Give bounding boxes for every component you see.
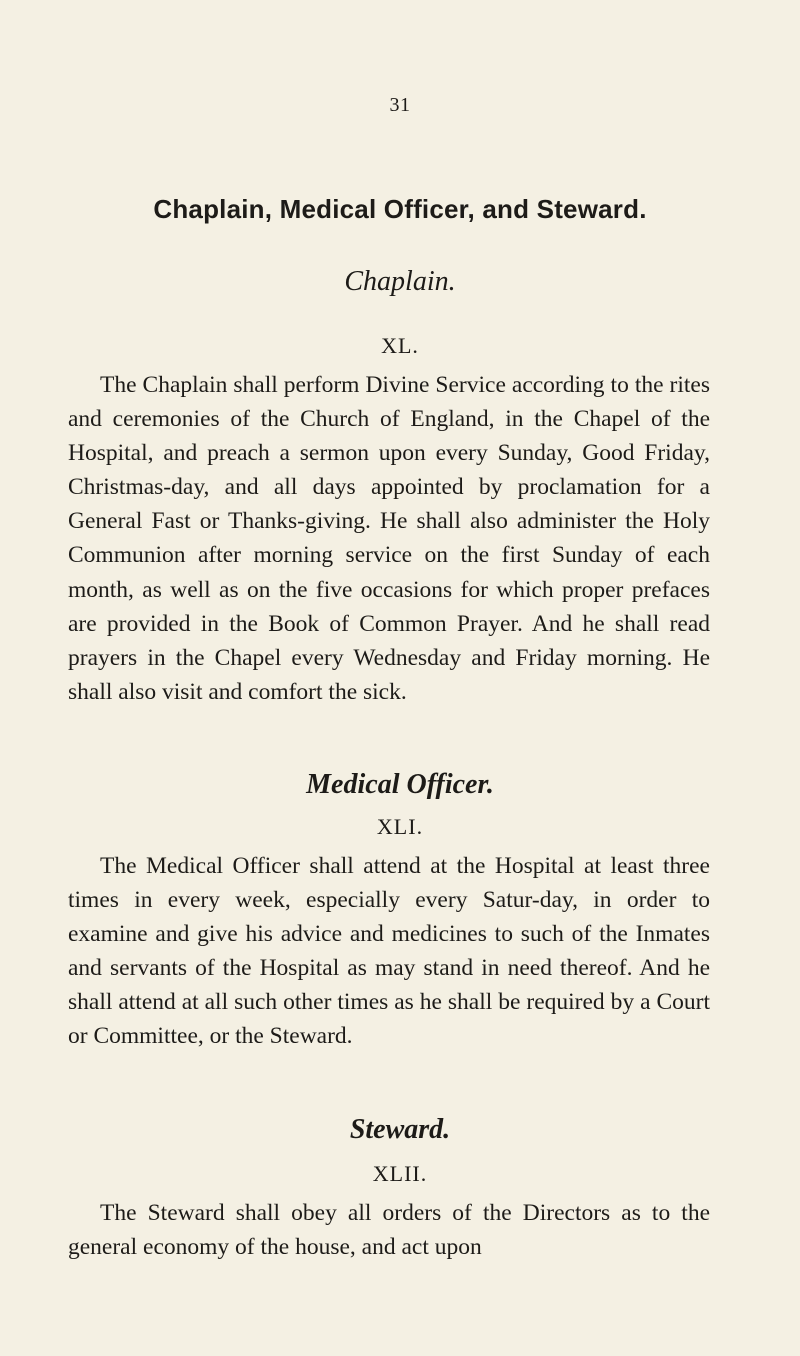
article-text-chaplain: The Chaplain shall perform Divine Service according to the rites and ceremonies of the Church of England, in the Chapel of the Hospital, and preach a sermon upon every Sunday, Good Friday, Christmas-day, and all days appointed by proclamation for a General Fast or Thanks-giving. He shall also administer the Holy Communion after morning service on the first Sunday of each month, as well as on the five occasions for which proper prefaces are provided in the Book of Common Prayer. And he shall read prayers in the Chapel every Wednesday and Friday morning. He shall also visit and comfort the sick. [68,372,710,705]
section-heading-medical-officer: Medical Officer. [306,769,494,800]
article-number-xlii: XLII. [372,1161,428,1186]
article-number-xli: XLI. [376,814,424,839]
section-heading-chaplain: Chaplain. [344,266,456,297]
page-number: 31 [389,94,411,116]
section-heading-steward: Steward. [349,1114,451,1145]
article-number-xl: XL. [381,333,419,358]
page-title: Chaplain, Medical Officer, and Steward. [153,194,647,224]
article-text-steward: The Steward shall obey all orders of the Directors as to the general economy of the house, and act upon [68,1200,710,1261]
article-text-medical-officer: The Medical Officer shall attend at the Hospital at least three times in every week, especially every Satur-day, in order to examine and give his advice and medicines to such of the Inmates and servants of the Hospital as may stand in need thereof. And he shall attend at all such other times as he shall be required by a Court or Committee, or the Steward. [68,853,710,1050]
